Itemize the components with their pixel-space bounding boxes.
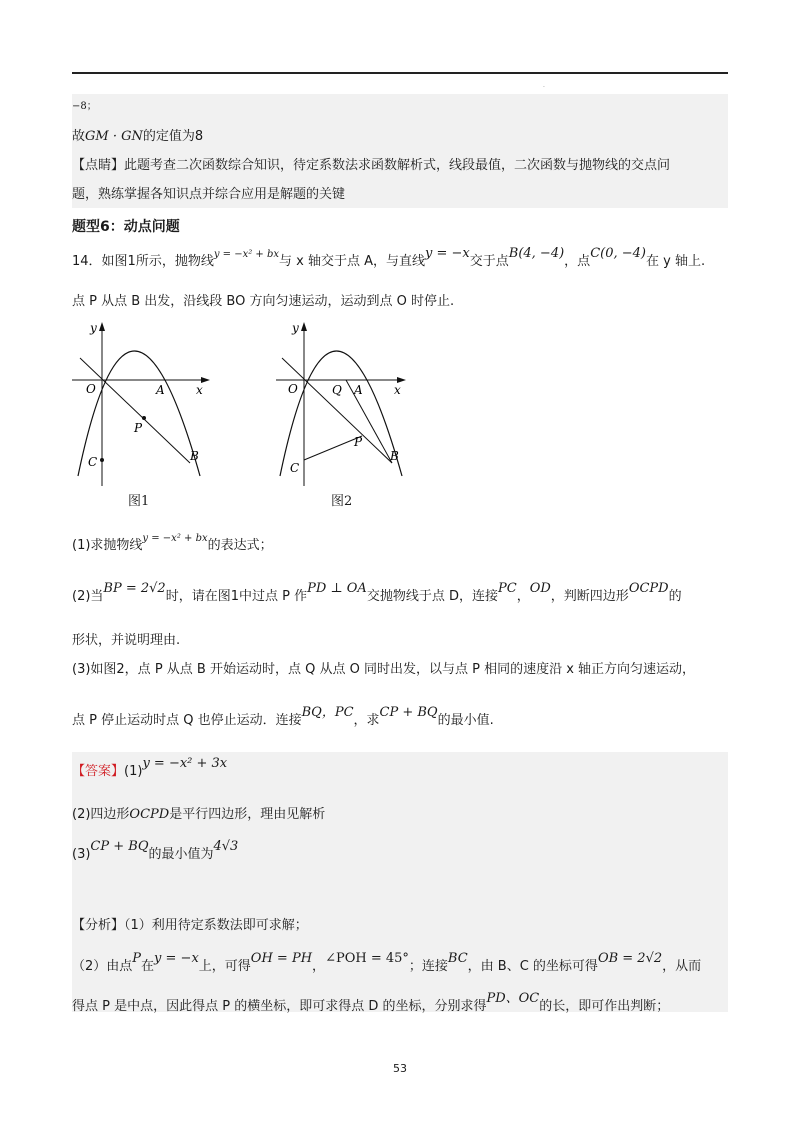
fig1-label-a: A xyxy=(156,383,165,397)
fig1-label-b: B xyxy=(190,449,199,463)
fig2-label-c: C xyxy=(290,461,300,475)
figure-2 xyxy=(276,318,426,488)
prev-line-2: 故GM · GN的定值为8 xyxy=(72,129,204,144)
fig1-label-y: y xyxy=(90,321,97,335)
header-rule xyxy=(72,72,728,74)
answer-1: 【答案】(1)y = −x² + 3x xyxy=(72,756,228,779)
question-3-line-2: 点 P 停止运动时点 Q 也停止运动．连接BQ，PC，求CP + BQ的最小值. xyxy=(72,705,494,728)
prev-line-1: −8； xyxy=(72,101,97,112)
question-1: (1)求抛物线$^{y = -x^2 + bx}$的表达式； xyxy=(72,533,273,553)
fig1-label-c: C xyxy=(88,455,98,469)
question-2-line-1: (2)当BP = 2√2时，请在图1中过点 P 作PD ⊥ OA交抛物线于点 D，连接PC，OD，判断四边形OCPD的 xyxy=(72,581,682,604)
comment-line-1: 【点睛】此题考查二次函数综合知识，待定系数法求函数解析式，线段最值，二次函数与抛物线的交点问 xyxy=(72,158,671,173)
fig2-label-y: y xyxy=(292,321,299,335)
fig2-label-q: Q xyxy=(332,383,342,397)
section-title: 题型6：动点问题 xyxy=(72,219,180,235)
fig2-label-a: A xyxy=(354,383,363,397)
comment-line-2: 题，熟练掌握各知识点并综合应用是解题的关键 xyxy=(72,187,346,202)
question-3-line-1: (3)如图2，点 P 从点 B 开始运动时，点 Q 从点 O 同时出发，以与点 P 相同的速度沿 x 轴正方向匀速运动， xyxy=(72,662,696,677)
figure-1 xyxy=(72,318,222,488)
fig2-label-x: x xyxy=(394,383,401,397)
answer-tag: 【答案】 xyxy=(72,764,125,779)
fig1-label-x: x xyxy=(196,383,203,397)
fig2-label-p: P xyxy=(354,435,363,449)
analysis-1: 【分析】（1）利用待定系数法即可求解； xyxy=(72,918,308,933)
problem-line-2: 点 P 从点 B 出发，沿线段 BO 方向匀速运动，运动到点 O 时停止. xyxy=(72,294,455,309)
fig1-label-o: O xyxy=(86,382,96,396)
fig2-label-o: O xyxy=(288,382,298,396)
fig1-label-p: P xyxy=(134,421,143,435)
figure-1-caption: 图1 xyxy=(128,494,150,509)
answer-2: (2)四边形OCPD是平行四边形，理由见解析 xyxy=(72,807,326,822)
analysis-3: 得点 P 是中点，因此得点 P 的横坐标，即可求得点 D 的坐标，分别求得PD、OC的长，即可作出判断； xyxy=(72,991,670,1014)
fig2-label-b: B xyxy=(390,449,399,463)
analysis-2: （2）由点P在y = −x上，可得OH = PH，∠POH = 45°；连接BC，由 B、C 的坐标可得OB = 2√2，从而 xyxy=(72,951,702,974)
answer-3: (3)CP + BQ的最小值为4√3 xyxy=(72,839,239,862)
header-dot: . xyxy=(543,82,545,89)
figure-2-caption: 图2 xyxy=(331,494,353,509)
page-number: 53 xyxy=(393,1062,407,1075)
problem-line-1: 14．如图1所示，抛物线$^{y = -x^2 + bx}$与 x 轴交于点 A，与直线y = −x交于点B(4, −4)，点C(0, −4)在 y 轴上. xyxy=(72,246,706,269)
question-2-line-2: 形状，并说明理由. xyxy=(72,633,181,648)
